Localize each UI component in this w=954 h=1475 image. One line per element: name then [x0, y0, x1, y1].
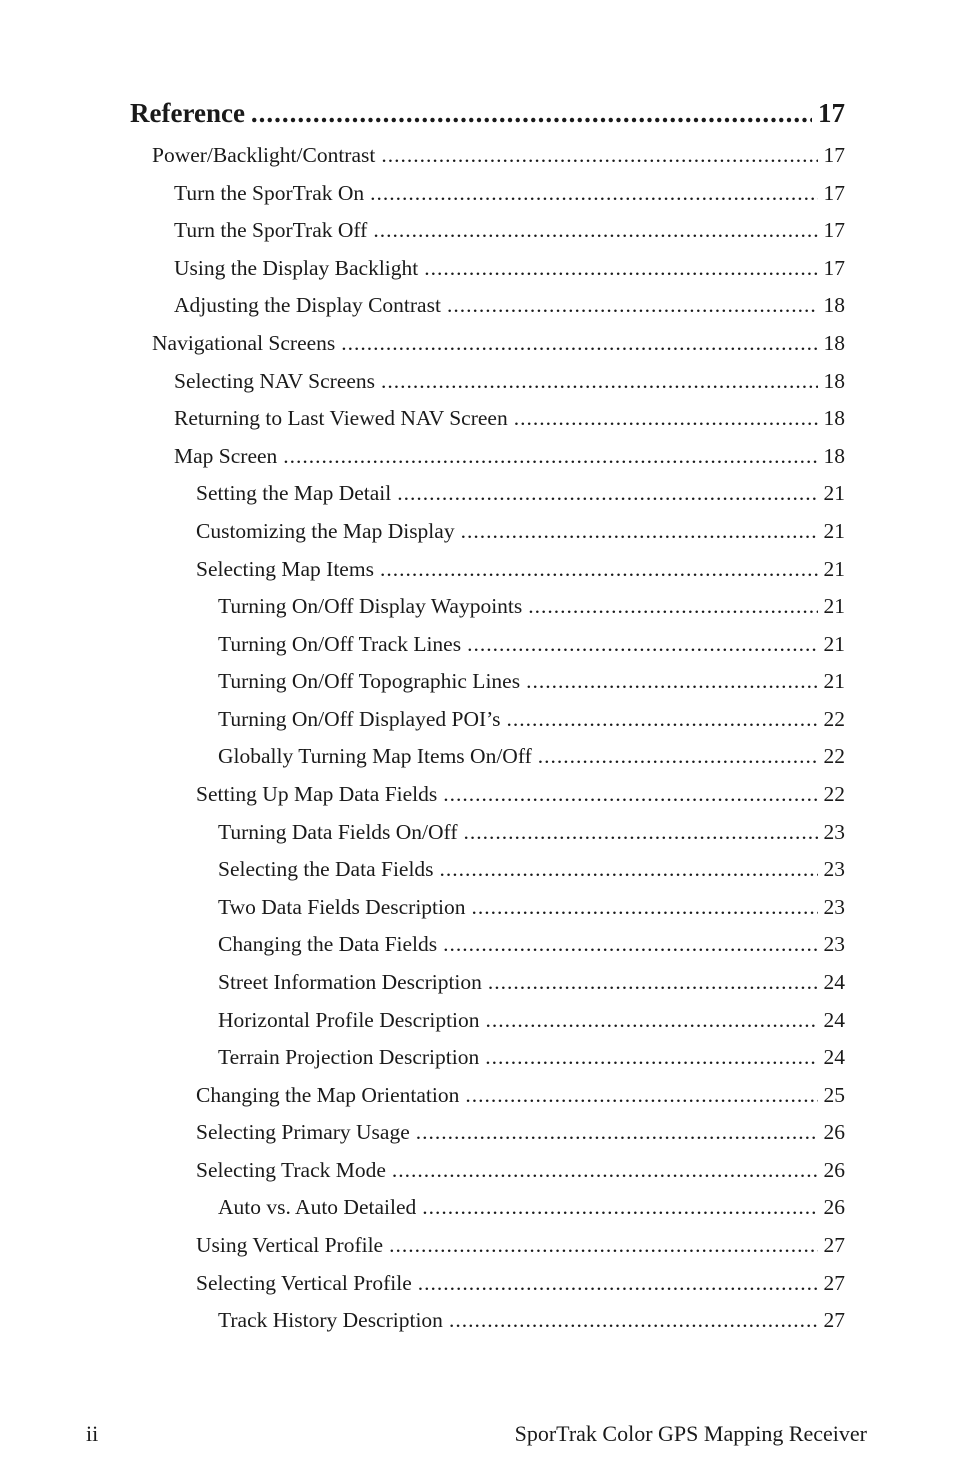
- dot-leader: [514, 406, 818, 431]
- toc-entry[interactable]: [196, 1271, 845, 1301]
- toc-entry-label: Two Data Fields Description: [218, 895, 466, 919]
- toc-entry-page: 22: [823, 782, 845, 806]
- toc-entry-label: Using the Display Backlight: [174, 256, 419, 280]
- toc-entry-page: 26: [823, 1158, 845, 1182]
- toc-entry-page: 27: [823, 1308, 845, 1332]
- toc-entry-label: Changing the Map Orientation: [196, 1083, 460, 1107]
- dot-leader: [464, 820, 818, 845]
- toc-entry-label: Power/Backlight/Contrast: [152, 143, 376, 167]
- toc-entry-label: Turning On/Off Display Waypoints: [218, 594, 523, 618]
- toc-entry-page: 27: [823, 1233, 845, 1257]
- dot-leader: [341, 331, 817, 356]
- toc-entry[interactable]: [218, 932, 845, 962]
- toc-entry[interactable]: [174, 369, 845, 399]
- toc-entry[interactable]: [196, 1083, 845, 1113]
- toc-entry[interactable]: [196, 519, 845, 549]
- toc-entry-label: Changing the Data Fields: [218, 932, 438, 956]
- dot-leader: [397, 481, 817, 506]
- toc-entry-label: Horizontal Profile Description: [218, 1008, 480, 1032]
- toc-entry[interactable]: [218, 1308, 845, 1338]
- toc-entry[interactable]: [218, 970, 845, 1000]
- toc-entry[interactable]: [218, 744, 845, 774]
- dot-leader: [381, 143, 817, 168]
- toc-entry-label: Turn the SporTrak Off: [174, 218, 368, 242]
- dot-leader: [418, 1271, 818, 1296]
- dot-leader: [467, 632, 817, 657]
- dot-leader: [443, 782, 817, 807]
- toc-entry[interactable]: [196, 1120, 845, 1150]
- toc-entry-page: 27: [823, 1271, 845, 1295]
- toc-entry-page: 21: [823, 481, 845, 505]
- footer-page-number: ii: [86, 1421, 99, 1446]
- toc-entry[interactable]: [174, 444, 845, 474]
- toc-entry-label: Selecting Primary Usage: [196, 1120, 410, 1144]
- toc-entry-page: 17: [823, 256, 845, 280]
- toc-entry-page: 23: [823, 857, 845, 881]
- toc-entry[interactable]: [218, 669, 845, 699]
- toc-entry-page: 18: [823, 369, 845, 393]
- toc-entry-page: 21: [823, 519, 845, 543]
- toc-entry[interactable]: [218, 820, 845, 850]
- toc-entry-page: 24: [823, 1045, 845, 1069]
- toc-entry-label: Map Screen: [174, 444, 278, 468]
- dot-leader: [488, 970, 818, 995]
- toc-entry[interactable]: [218, 594, 845, 624]
- toc-entry-page: 25: [823, 1083, 845, 1107]
- toc-entry-label: Globally Turning Map Items On/Off: [218, 744, 532, 768]
- dot-leader: [392, 1158, 818, 1183]
- toc-entry-label: Turning On/Off Displayed POI’s: [218, 707, 501, 731]
- toc-entry-label: Track History Description: [218, 1308, 443, 1332]
- toc-entry-page: 18: [823, 331, 845, 355]
- toc-entry-page: 26: [823, 1195, 845, 1219]
- dot-leader: [465, 1083, 817, 1108]
- dot-leader: [424, 256, 817, 281]
- toc-entry[interactable]: [152, 143, 845, 173]
- toc-entry-label: Returning to Last Viewed NAV Screen: [174, 406, 508, 430]
- toc-heading-page: 17: [818, 98, 845, 128]
- toc-entry-label: Auto vs. Auto Detailed: [218, 1195, 417, 1219]
- dot-leader: [380, 557, 818, 582]
- toc-entry-page: 21: [823, 557, 845, 581]
- toc-entry-page: 24: [823, 1008, 845, 1032]
- toc-entry[interactable]: [218, 707, 845, 737]
- toc-heading[interactable]: [130, 98, 845, 138]
- toc-entry-label: Customizing the Map Display: [196, 519, 455, 543]
- dot-leader: [472, 895, 818, 920]
- toc-entry[interactable]: [196, 1233, 845, 1263]
- toc-entry-page: 18: [823, 293, 845, 317]
- toc-entry-label: Setting the Map Detail: [196, 481, 392, 505]
- toc-entry-page: 26: [823, 1120, 845, 1144]
- dot-leader: [389, 1233, 817, 1258]
- toc-entry-page: 18: [823, 406, 845, 430]
- dot-leader: [381, 369, 817, 394]
- toc-entry[interactable]: [218, 1195, 845, 1225]
- toc-entry[interactable]: [218, 1008, 845, 1038]
- toc-entry[interactable]: [196, 1158, 845, 1188]
- toc-entry-page: 21: [823, 669, 845, 693]
- toc-entry-label: Turn the SporTrak On: [174, 181, 365, 205]
- toc-entry[interactable]: [174, 218, 845, 248]
- dot-leader: [526, 669, 817, 694]
- toc-entry[interactable]: [174, 181, 845, 211]
- toc-entry-page: 24: [823, 970, 845, 994]
- toc-entry-page: 22: [823, 707, 845, 731]
- toc-entry-page: 17: [823, 181, 845, 205]
- toc-entry-page: 18: [823, 444, 845, 468]
- toc-heading-label: Reference: [130, 98, 245, 128]
- toc-entry-page: 23: [823, 932, 845, 956]
- toc-entry-label: Selecting Track Mode: [196, 1158, 386, 1182]
- toc-entry-page: 17: [823, 143, 845, 167]
- dot-leader: [422, 1195, 817, 1220]
- toc-entry[interactable]: [218, 895, 845, 925]
- toc-entry-label: Adjusting the Display Contrast: [174, 293, 441, 317]
- dot-leader: [251, 98, 812, 129]
- dot-leader: [538, 744, 818, 769]
- toc-entry[interactable]: [196, 782, 845, 812]
- toc-entry[interactable]: [196, 481, 845, 511]
- toc-entry[interactable]: [218, 632, 845, 662]
- dot-leader: [373, 218, 817, 243]
- toc-entry-label: Terrain Projection Description: [218, 1045, 480, 1069]
- toc-entry-label: Selecting Vertical Profile: [196, 1271, 412, 1295]
- dot-leader: [486, 1008, 818, 1033]
- toc-entry[interactable]: [174, 256, 845, 286]
- toc-entry[interactable]: [218, 1045, 845, 1075]
- toc-entry[interactable]: [152, 331, 845, 361]
- toc-entry[interactable]: [174, 406, 845, 436]
- toc-entry-label: Selecting NAV Screens: [174, 369, 376, 393]
- toc-entry[interactable]: [196, 557, 845, 587]
- toc-entry-label: Setting Up Map Data Fields: [196, 782, 438, 806]
- toc-entry-label: Navigational Screens: [152, 331, 336, 355]
- toc-entry-label: Selecting Map Items: [196, 557, 374, 581]
- toc-entry-page: 21: [823, 632, 845, 656]
- dot-leader: [485, 1045, 817, 1070]
- toc-entry-label: Turning On/Off Track Lines: [218, 632, 462, 656]
- dot-leader: [440, 857, 818, 882]
- dot-leader: [370, 181, 817, 206]
- dot-leader: [283, 444, 817, 469]
- dot-leader: [528, 594, 817, 619]
- toc-entry[interactable]: [218, 857, 845, 887]
- dot-leader: [447, 293, 818, 318]
- toc-entry-label: Turning On/Off Topographic Lines: [218, 669, 521, 693]
- toc-entry-label: Turning Data Fields On/Off: [218, 820, 458, 844]
- toc-entry-page: 23: [823, 820, 845, 844]
- toc-entry-label: Street Information Description: [218, 970, 482, 994]
- dot-leader: [461, 519, 818, 544]
- footer-title: SporTrak Color GPS Mapping Receiver: [514, 1421, 867, 1446]
- dot-leader: [416, 1120, 818, 1145]
- dot-leader: [507, 707, 818, 732]
- toc-entry-label: Using Vertical Profile: [196, 1233, 384, 1257]
- toc-entry-page: 22: [823, 744, 845, 768]
- toc-entry-page: 23: [823, 895, 845, 919]
- dot-leader: [449, 1308, 818, 1333]
- toc-entry[interactable]: [174, 293, 845, 323]
- toc-entry-label: Selecting the Data Fields: [218, 857, 434, 881]
- toc-entry-page: 17: [823, 218, 845, 242]
- toc-entry-page: 21: [823, 594, 845, 618]
- dot-leader: [443, 932, 817, 957]
